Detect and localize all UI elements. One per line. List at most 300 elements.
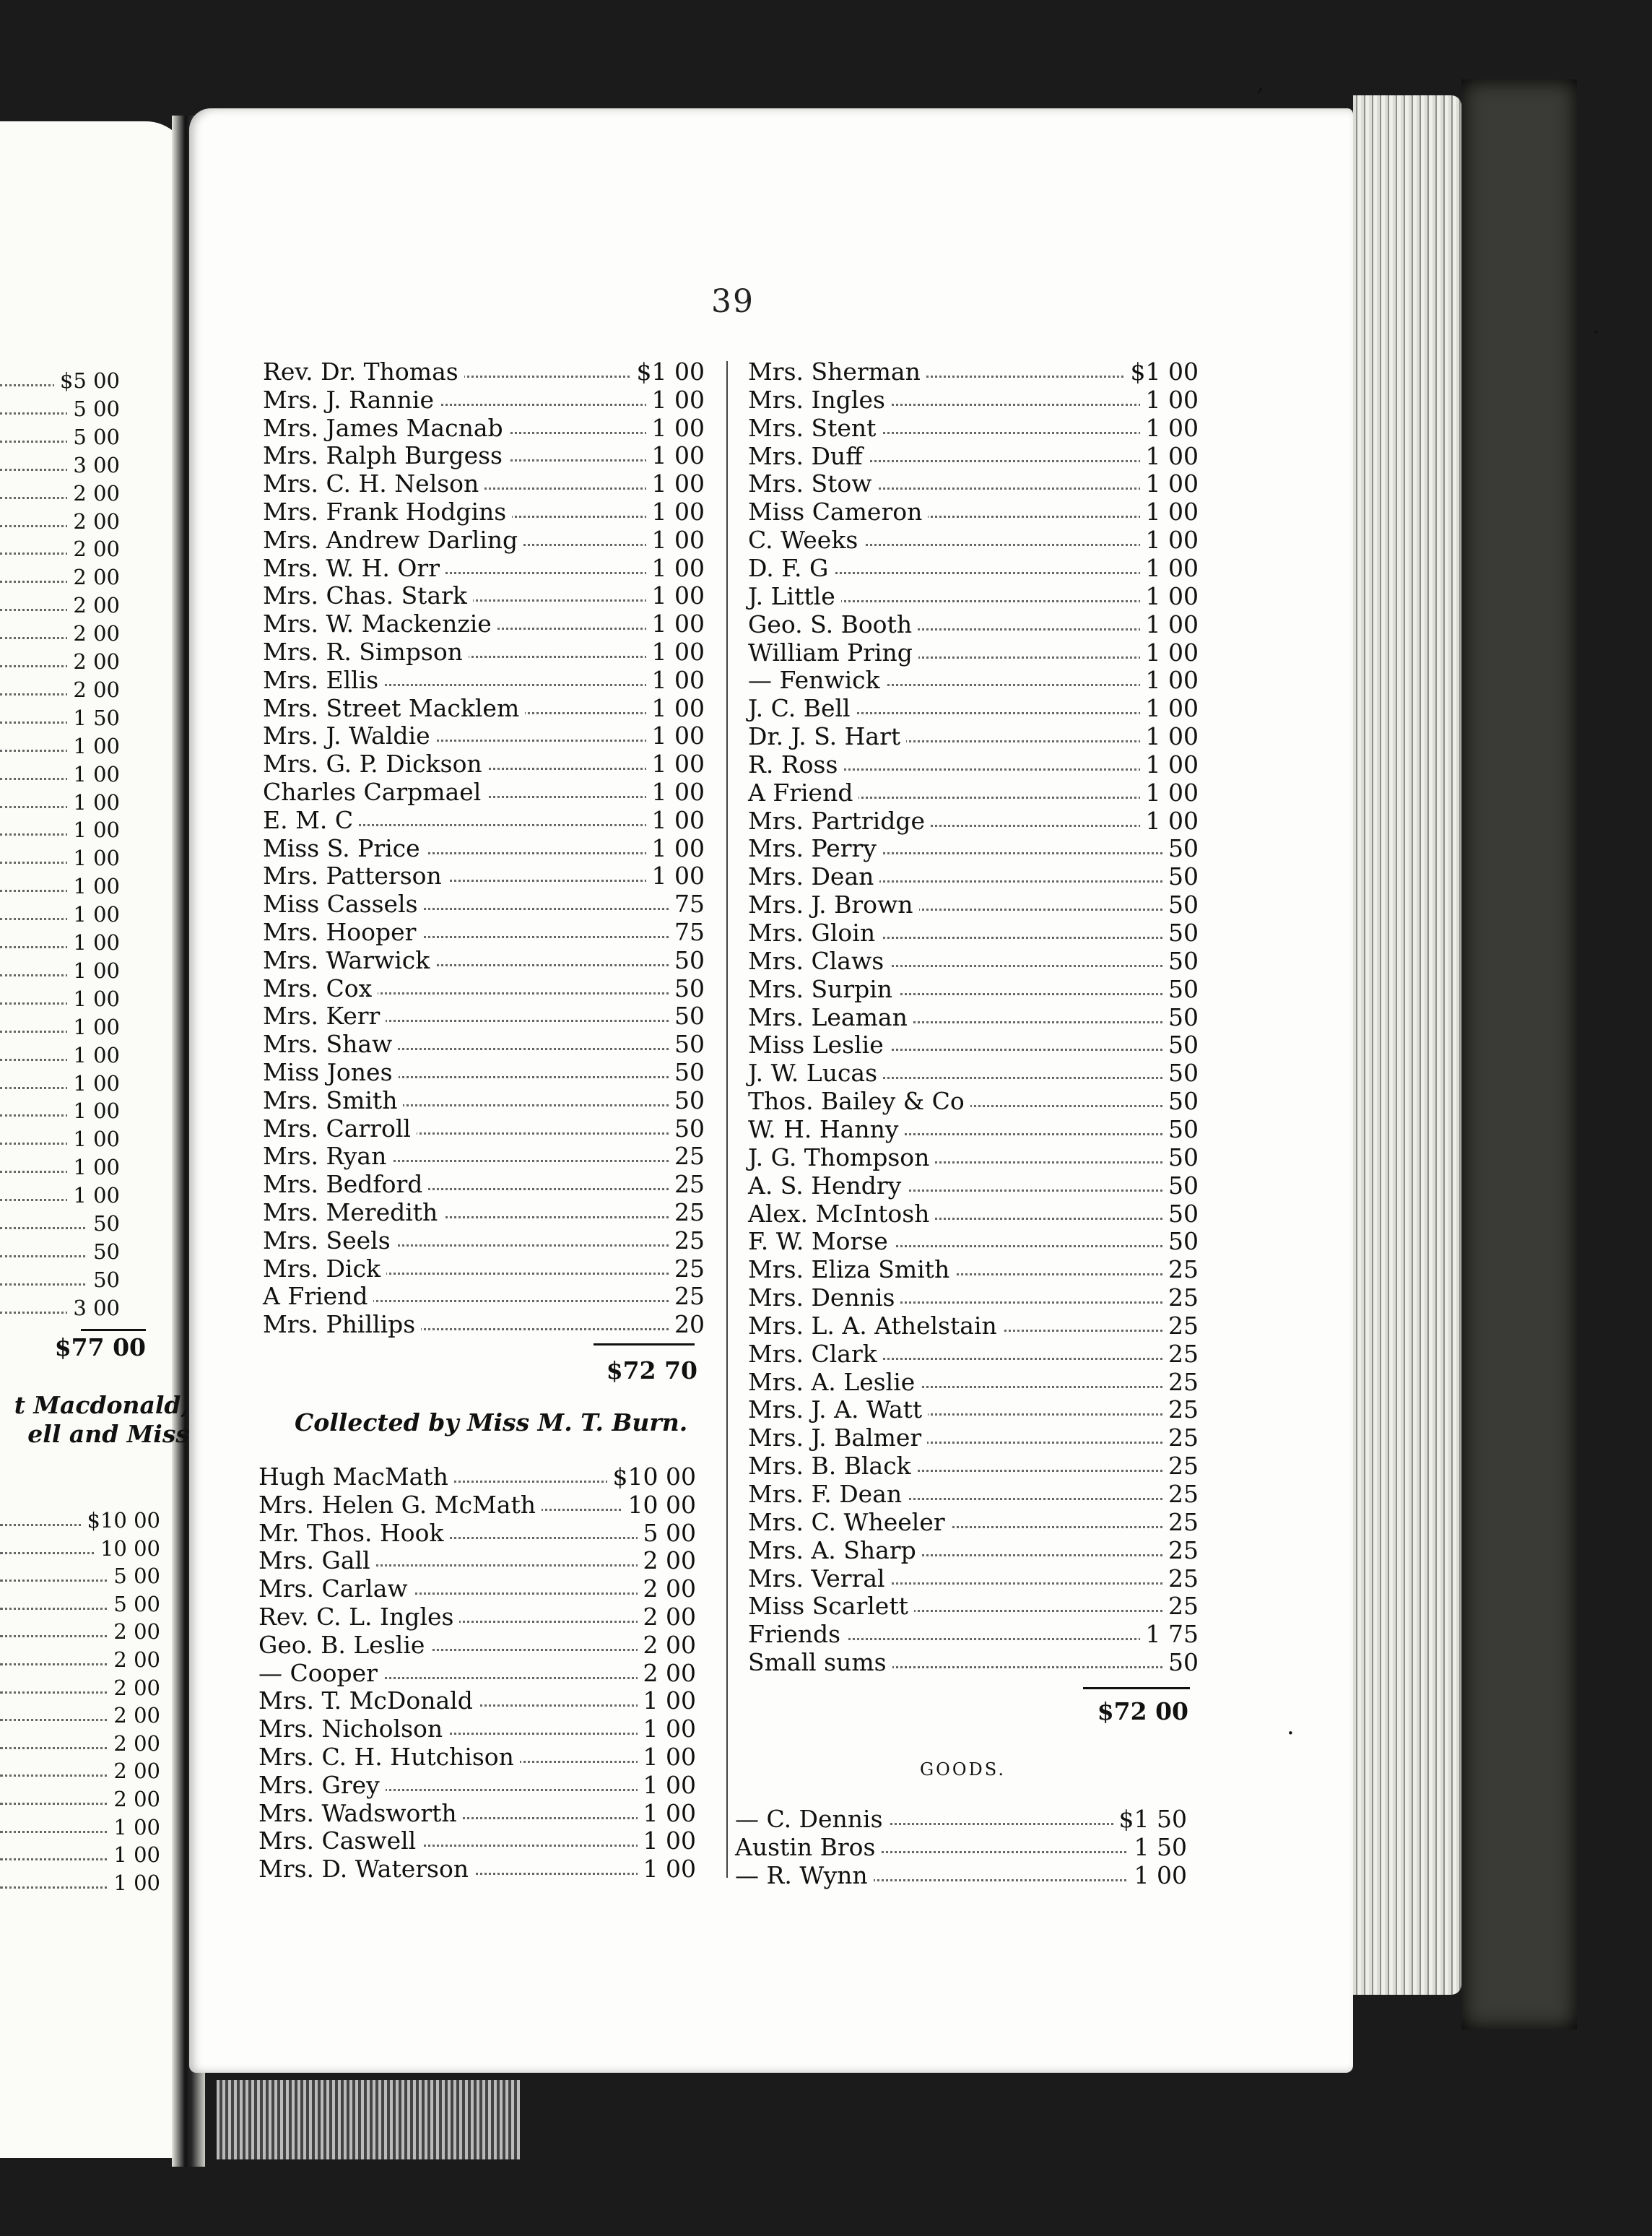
list-entry (0, 676, 120, 703)
entry-amount: 50 (1162, 1031, 1199, 1059)
list-entry (263, 1002, 705, 1030)
entry-amount: 1 00 (67, 1153, 120, 1181)
entry-name: Mrs. Eliza Smith (748, 1256, 955, 1283)
entry-name: Mrs. R. Simpson (263, 638, 469, 666)
list-entry (0, 704, 120, 732)
entry-name: Mrs. Nicholson (258, 1715, 448, 1743)
entry-amount: 1 00 (1140, 443, 1199, 470)
entry-name: Mrs. Ralph Burgess (263, 442, 508, 469)
book-cover (1461, 79, 1577, 2029)
entry-amount: 25 (1162, 1369, 1199, 1396)
entry-amount: 75 (669, 919, 705, 946)
entry-amount: 50 (1162, 1200, 1199, 1228)
entry-name: Mrs. Bedford (263, 1171, 428, 1198)
list-entry (0, 1266, 120, 1294)
entry-name: Mrs. J. Balmer (748, 1424, 927, 1452)
column-1-total-rule (594, 1343, 695, 1346)
list-entry (258, 1660, 696, 1687)
entry-name: Dr. J. S. Hart (748, 723, 906, 750)
entry-name: Mrs. Claws (748, 948, 890, 975)
entry-amount: 25 (669, 1171, 705, 1198)
list-entry (0, 816, 120, 844)
list-entry (0, 395, 120, 422)
left-fragment-line-2: ell and Miss (27, 1420, 189, 1448)
entry-name: Mrs. B. Black (748, 1452, 917, 1480)
list-entry (263, 1059, 705, 1086)
entry-amount: 2 00 (108, 1702, 160, 1729)
list-entry (748, 723, 1199, 750)
list-entry (748, 1340, 1199, 1368)
entry-name: Mrs. Sherman (748, 358, 926, 386)
entry-name: Mrs. Stow (748, 470, 877, 498)
entry-name: Rev. Dr. Thomas (263, 358, 464, 386)
list-entry (748, 751, 1199, 779)
list-entry (748, 611, 1199, 638)
list-entry (735, 1806, 1187, 1833)
entry-name: Mrs. C. H. Nelson (263, 470, 484, 498)
entry-name: Mrs. A. Leslie (748, 1369, 921, 1396)
entry-name: A Friend (263, 1283, 373, 1310)
list-entry (263, 862, 705, 890)
list-entry (0, 929, 120, 956)
entry-name: Mrs. J. A. Watt (748, 1396, 928, 1424)
entry-amount: 1 00 (638, 1687, 696, 1715)
entry-name: Mrs. Partridge (748, 807, 931, 835)
entry-amount: 1 00 (108, 1841, 160, 1868)
entry-name: Mrs. Caswell (258, 1827, 422, 1855)
list-entry (258, 1855, 696, 1883)
list-entry (263, 526, 705, 554)
list-entry (263, 975, 705, 1002)
entry-name: Mrs. Ellis (263, 667, 384, 694)
list-entry (258, 1463, 696, 1491)
entry-name: Mrs. F. Dean (748, 1481, 908, 1508)
entry-amount: 1 00 (646, 638, 705, 666)
entry-amount: 1 00 (1140, 723, 1199, 750)
entry-amount: 25 (669, 1227, 705, 1254)
list-entry (748, 415, 1199, 442)
list-entry (0, 1646, 160, 1673)
entry-amount: 50 (1162, 1228, 1199, 1255)
left-fragment-line-1: t Macdonald, (14, 1391, 189, 1419)
entry-amount: 2 00 (638, 1632, 696, 1659)
entry-amount: 1 00 (67, 1070, 120, 1097)
entry-amount: 50 (1162, 1004, 1199, 1031)
entry-name: J. G. Thompson (748, 1144, 935, 1171)
entry-amount: 2 00 (108, 1646, 160, 1673)
entry-amount: 25 (669, 1255, 705, 1283)
list-entry (263, 667, 705, 694)
entry-amount: 1 00 (67, 760, 120, 788)
entry-amount: 1 00 (1140, 555, 1199, 582)
entry-amount: $10 00 (607, 1463, 696, 1491)
entry-name: Austin Bros (735, 1834, 881, 1861)
entry-amount: 1 00 (646, 695, 705, 722)
entry-amount: 50 (669, 1059, 705, 1086)
entry-name: Friends (748, 1621, 846, 1648)
list-entry (748, 1452, 1199, 1480)
list-entry (748, 1144, 1199, 1171)
list-entry (263, 695, 705, 722)
entry-amount: 75 (669, 890, 705, 918)
list-entry (748, 695, 1199, 722)
entry-name: Mrs. Hooper (263, 919, 422, 946)
entry-amount: 50 (669, 1115, 705, 1143)
entry-name: Mrs. Cox (263, 975, 378, 1002)
entry-amount: 25 (1162, 1509, 1199, 1536)
entry-name: F. W. Morse (748, 1228, 894, 1255)
entry-amount: 1 00 (638, 1827, 696, 1855)
entry-name: A Friend (748, 779, 858, 807)
list-entry (748, 1537, 1199, 1564)
entry-amount: 25 (1162, 1592, 1199, 1620)
scan-mark: , (1256, 68, 1264, 97)
entry-name: Mr. Thos. Hook (258, 1520, 449, 1547)
entry-name: Charles Carpmael (263, 779, 487, 806)
entry-name: Mrs. Duff (748, 443, 869, 470)
entry-name: Mrs. Carlaw (258, 1575, 414, 1603)
list-entry (748, 1284, 1199, 1312)
entry-amount: 5 00 (638, 1520, 696, 1547)
list-entry (263, 919, 705, 946)
entry-amount: 50 (1162, 863, 1199, 890)
entry-amount: 50 (1162, 1144, 1199, 1171)
entry-amount: 2 00 (638, 1660, 696, 1687)
list-entry (735, 1862, 1187, 1889)
list-entry (0, 1013, 120, 1041)
scan-mark: · (1592, 318, 1600, 347)
entry-amount: 1 00 (108, 1814, 160, 1841)
entry-name: Mrs. Dick (263, 1255, 386, 1283)
entry-amount: 1 00 (67, 929, 120, 956)
entry-amount: 25 (1162, 1396, 1199, 1424)
entry-amount: 2 00 (67, 535, 120, 563)
entry-amount: 1 00 (67, 1041, 120, 1069)
entry-amount: 1 00 (1140, 386, 1199, 414)
list-entry (0, 480, 120, 507)
entry-name: Geo. S. Booth (748, 611, 918, 638)
entry-name: Geo. B. Leslie (258, 1632, 430, 1659)
column-1-total: $72 70 (606, 1356, 697, 1384)
entry-amount: $1 50 (1113, 1806, 1187, 1833)
entry-amount: 5 00 (67, 395, 120, 422)
entry-name: Mrs. Leaman (748, 1004, 913, 1031)
list-entry (748, 1031, 1199, 1059)
list-entry (748, 891, 1199, 919)
entry-amount: 2 00 (67, 648, 120, 675)
entry-name: Mrs. Ryan (263, 1143, 392, 1170)
list-entry (263, 638, 705, 666)
entry-amount: 50 (1162, 891, 1199, 919)
list-entry (0, 1097, 120, 1124)
list-entry (0, 535, 120, 563)
entry-amount: 10 00 (95, 1535, 160, 1562)
list-entry (0, 789, 120, 816)
entry-amount: 2 00 (638, 1547, 696, 1574)
list-entry (748, 583, 1199, 610)
list-entry (258, 1547, 696, 1574)
entry-amount: 1 00 (646, 667, 705, 694)
entry-name: Mrs. Street Macklem (263, 695, 525, 722)
list-entry (0, 1841, 160, 1868)
entry-amount: 1 00 (67, 844, 120, 872)
entry-name: A. S. Hendry (748, 1172, 907, 1200)
entry-name: Mrs. James Macnab (263, 415, 509, 442)
entry-amount: 25 (1162, 1284, 1199, 1312)
list-entry (0, 1210, 120, 1237)
list-entry (263, 1255, 705, 1283)
entry-amount: 2 00 (67, 508, 120, 535)
list-entry (0, 563, 120, 591)
entry-amount: 2 00 (108, 1618, 160, 1645)
list-entry (258, 1687, 696, 1715)
list-entry (263, 835, 705, 862)
list-entry (258, 1800, 696, 1827)
entry-name: D. F. G (748, 555, 834, 582)
entry-name: Mrs. Patterson (263, 862, 448, 890)
list-entry (748, 1228, 1199, 1255)
list-entry (748, 358, 1199, 386)
list-entry (748, 639, 1199, 667)
entry-name: Mrs. L. A. Athelstain (748, 1312, 1003, 1340)
entry-name: J. W. Lucas (748, 1060, 883, 1087)
entry-name: Mrs. Shaw (263, 1031, 398, 1058)
entry-amount: 50 (87, 1238, 120, 1265)
list-entry (263, 582, 705, 610)
list-entry (735, 1834, 1187, 1861)
entry-amount: 1 00 (646, 750, 705, 778)
entry-name: Mrs. Seels (263, 1227, 396, 1254)
list-entry (748, 667, 1199, 694)
entry-amount: 1 00 (646, 582, 705, 610)
entry-amount: 10 00 (622, 1491, 696, 1519)
list-entry (0, 1869, 160, 1897)
entry-name: Mrs. Smith (263, 1087, 403, 1114)
entry-name: Mrs. Clark (748, 1340, 883, 1368)
entry-amount: 1 00 (67, 1013, 120, 1041)
list-entry (0, 760, 120, 788)
entry-amount: 25 (669, 1143, 705, 1170)
entry-name: Miss Leslie (748, 1031, 890, 1059)
entry-amount: 1 00 (646, 722, 705, 750)
list-entry (263, 1031, 705, 1058)
entry-name: Mrs. A. Sharp (748, 1537, 922, 1564)
list-entry (263, 1227, 705, 1254)
entry-amount: $10 00 (82, 1507, 160, 1534)
entry-amount: 1 00 (646, 470, 705, 498)
list-entry (0, 732, 120, 760)
entry-amount: 1 00 (1140, 667, 1199, 694)
list-entry (258, 1491, 696, 1519)
entry-amount: 1 00 (108, 1869, 160, 1897)
list-entry (0, 1507, 160, 1534)
list-entry (0, 1618, 160, 1645)
list-entry (0, 1153, 120, 1181)
entry-amount: 1 75 (1140, 1621, 1199, 1648)
entry-name: Mrs. J. Waldie (263, 722, 436, 750)
entry-amount: 5 00 (67, 423, 120, 451)
list-entry (0, 985, 120, 1013)
list-entry (748, 1424, 1199, 1452)
entry-amount: 50 (669, 1087, 705, 1114)
entry-amount: 25 (669, 1199, 705, 1226)
entry-name: Mrs. Phillips (263, 1311, 421, 1338)
left-total-rule (81, 1329, 146, 1331)
entry-name: Mrs. C. H. Hutchison (258, 1743, 520, 1771)
list-entry (0, 957, 120, 984)
entry-name: Small sums (748, 1649, 892, 1676)
list-entry (0, 620, 120, 647)
entry-amount: 1 00 (67, 1182, 120, 1209)
entry-amount: 1 00 (67, 1097, 120, 1124)
list-entry (748, 835, 1199, 862)
entry-name: Mrs. Dean (748, 863, 879, 890)
entry-name: Mrs. D. Waterson (258, 1855, 474, 1883)
entry-amount: 1 50 (67, 704, 120, 732)
entry-amount: 1 00 (67, 957, 120, 984)
entry-amount: 1 00 (638, 1800, 696, 1827)
entry-amount: 50 (1162, 1060, 1199, 1087)
entry-name: J. Little (748, 583, 841, 610)
entry-amount: 1 00 (646, 862, 705, 890)
entry-amount: 1 00 (646, 386, 705, 414)
list-entry (0, 901, 120, 928)
list-entry (748, 1621, 1199, 1648)
entry-name: — R. Wynn (735, 1862, 874, 1889)
entry-name: William Pring (748, 639, 918, 667)
entry-amount: 1 00 (1140, 498, 1199, 526)
entry-amount: 25 (1162, 1452, 1199, 1480)
page-number: 39 (711, 283, 755, 320)
entry-name: Mrs. Verral (748, 1565, 891, 1592)
entry-name: Mrs. C. Wheeler (748, 1509, 951, 1536)
entry-name: Mrs. Helen G. McMath (258, 1491, 542, 1519)
entry-amount: 1 00 (1140, 526, 1199, 554)
list-entry (748, 1256, 1199, 1283)
list-entry (263, 1087, 705, 1114)
entry-amount: $1 00 (631, 358, 705, 386)
entry-amount: 25 (669, 1283, 705, 1310)
list-entry (748, 555, 1199, 582)
list-entry (0, 1182, 120, 1209)
list-entry (263, 358, 705, 386)
list-entry (0, 592, 120, 619)
entry-amount: 1 50 (1129, 1834, 1187, 1861)
list-entry (0, 1730, 160, 1757)
list-entry (748, 948, 1199, 975)
list-entry (748, 470, 1199, 498)
left-page-total: $77 00 (54, 1333, 146, 1361)
list-entry (0, 1814, 160, 1841)
list-entry (263, 415, 705, 442)
list-entry (0, 1041, 120, 1069)
entry-amount: 50 (669, 947, 705, 974)
list-entry (748, 1312, 1199, 1340)
list-entry (263, 1311, 705, 1338)
entry-amount: 1 00 (646, 610, 705, 638)
entry-amount: 1 00 (1140, 779, 1199, 807)
entry-amount: 1 00 (67, 985, 120, 1013)
entry-name: Miss S. Price (263, 835, 426, 862)
entry-name: Mrs. J. Brown (748, 891, 919, 919)
entry-name: Mrs. G. P. Dickson (263, 750, 488, 778)
entry-amount: 1 00 (646, 835, 705, 862)
scan-mark: · (1287, 1719, 1295, 1748)
entry-amount: 2 00 (108, 1757, 160, 1785)
list-entry (748, 1565, 1199, 1592)
list-entry (263, 442, 705, 469)
entry-amount: 50 (1162, 835, 1199, 862)
list-entry (748, 386, 1199, 414)
entry-amount: 25 (1162, 1481, 1199, 1508)
list-entry (748, 919, 1199, 947)
list-entry (748, 1369, 1199, 1396)
list-entry (748, 863, 1199, 890)
list-entry (0, 872, 120, 900)
entry-amount: 1 00 (638, 1743, 696, 1771)
entry-name: Mrs. Chas. Stark (263, 582, 473, 610)
list-entry (263, 1171, 705, 1198)
list-entry (0, 1294, 120, 1322)
entry-amount: 50 (87, 1266, 120, 1294)
entry-name: Miss Jones (263, 1059, 399, 1086)
entry-amount: 1 00 (1140, 583, 1199, 610)
entry-name: Mrs. Wadsworth (258, 1800, 463, 1827)
list-entry (263, 722, 705, 750)
list-entry (263, 555, 705, 582)
entry-amount: 3 00 (67, 451, 120, 479)
entry-name: Mrs. Stent (748, 415, 882, 442)
entry-name: Mrs. Gall (258, 1547, 376, 1574)
entry-amount: 50 (669, 975, 705, 1002)
entry-amount: 1 00 (1140, 751, 1199, 779)
list-entry (263, 750, 705, 778)
entry-amount: 2 00 (67, 620, 120, 647)
entry-name: Mrs. T. McDonald (258, 1687, 479, 1715)
entry-amount: 3 00 (67, 1294, 120, 1322)
list-entry (748, 1088, 1199, 1115)
goods-heading: GOODS. (920, 1759, 1006, 1780)
list-entry (263, 890, 705, 918)
entry-amount: 50 (1162, 1172, 1199, 1200)
list-entry (748, 1060, 1199, 1087)
entry-amount: 2 00 (108, 1730, 160, 1757)
entry-amount: 50 (1162, 919, 1199, 947)
list-entry (0, 1535, 160, 1562)
entry-name: Hugh MacMath (258, 1463, 454, 1491)
list-entry (0, 1125, 120, 1153)
entry-name: Mrs. Surpin (748, 976, 898, 1003)
entry-amount: 1 00 (646, 498, 705, 526)
entry-name: Mrs. Grey (258, 1772, 386, 1799)
list-entry (748, 1592, 1199, 1620)
entry-name: — Fenwick (748, 667, 886, 694)
entry-name: Mrs. Warwick (263, 947, 435, 974)
entry-amount: 1 00 (646, 779, 705, 806)
entry-name: Mrs. Dennis (748, 1284, 900, 1312)
entry-name: Miss Scarlett (748, 1592, 914, 1620)
list-entry (258, 1575, 696, 1603)
list-entry (0, 1757, 160, 1785)
entry-amount: 1 00 (638, 1855, 696, 1883)
entry-amount: 50 (87, 1210, 120, 1237)
list-entry (0, 508, 120, 535)
list-entry (748, 1172, 1199, 1200)
list-entry (263, 1115, 705, 1143)
list-entry (0, 1238, 120, 1265)
list-entry (0, 1562, 160, 1590)
list-entry (263, 947, 705, 974)
